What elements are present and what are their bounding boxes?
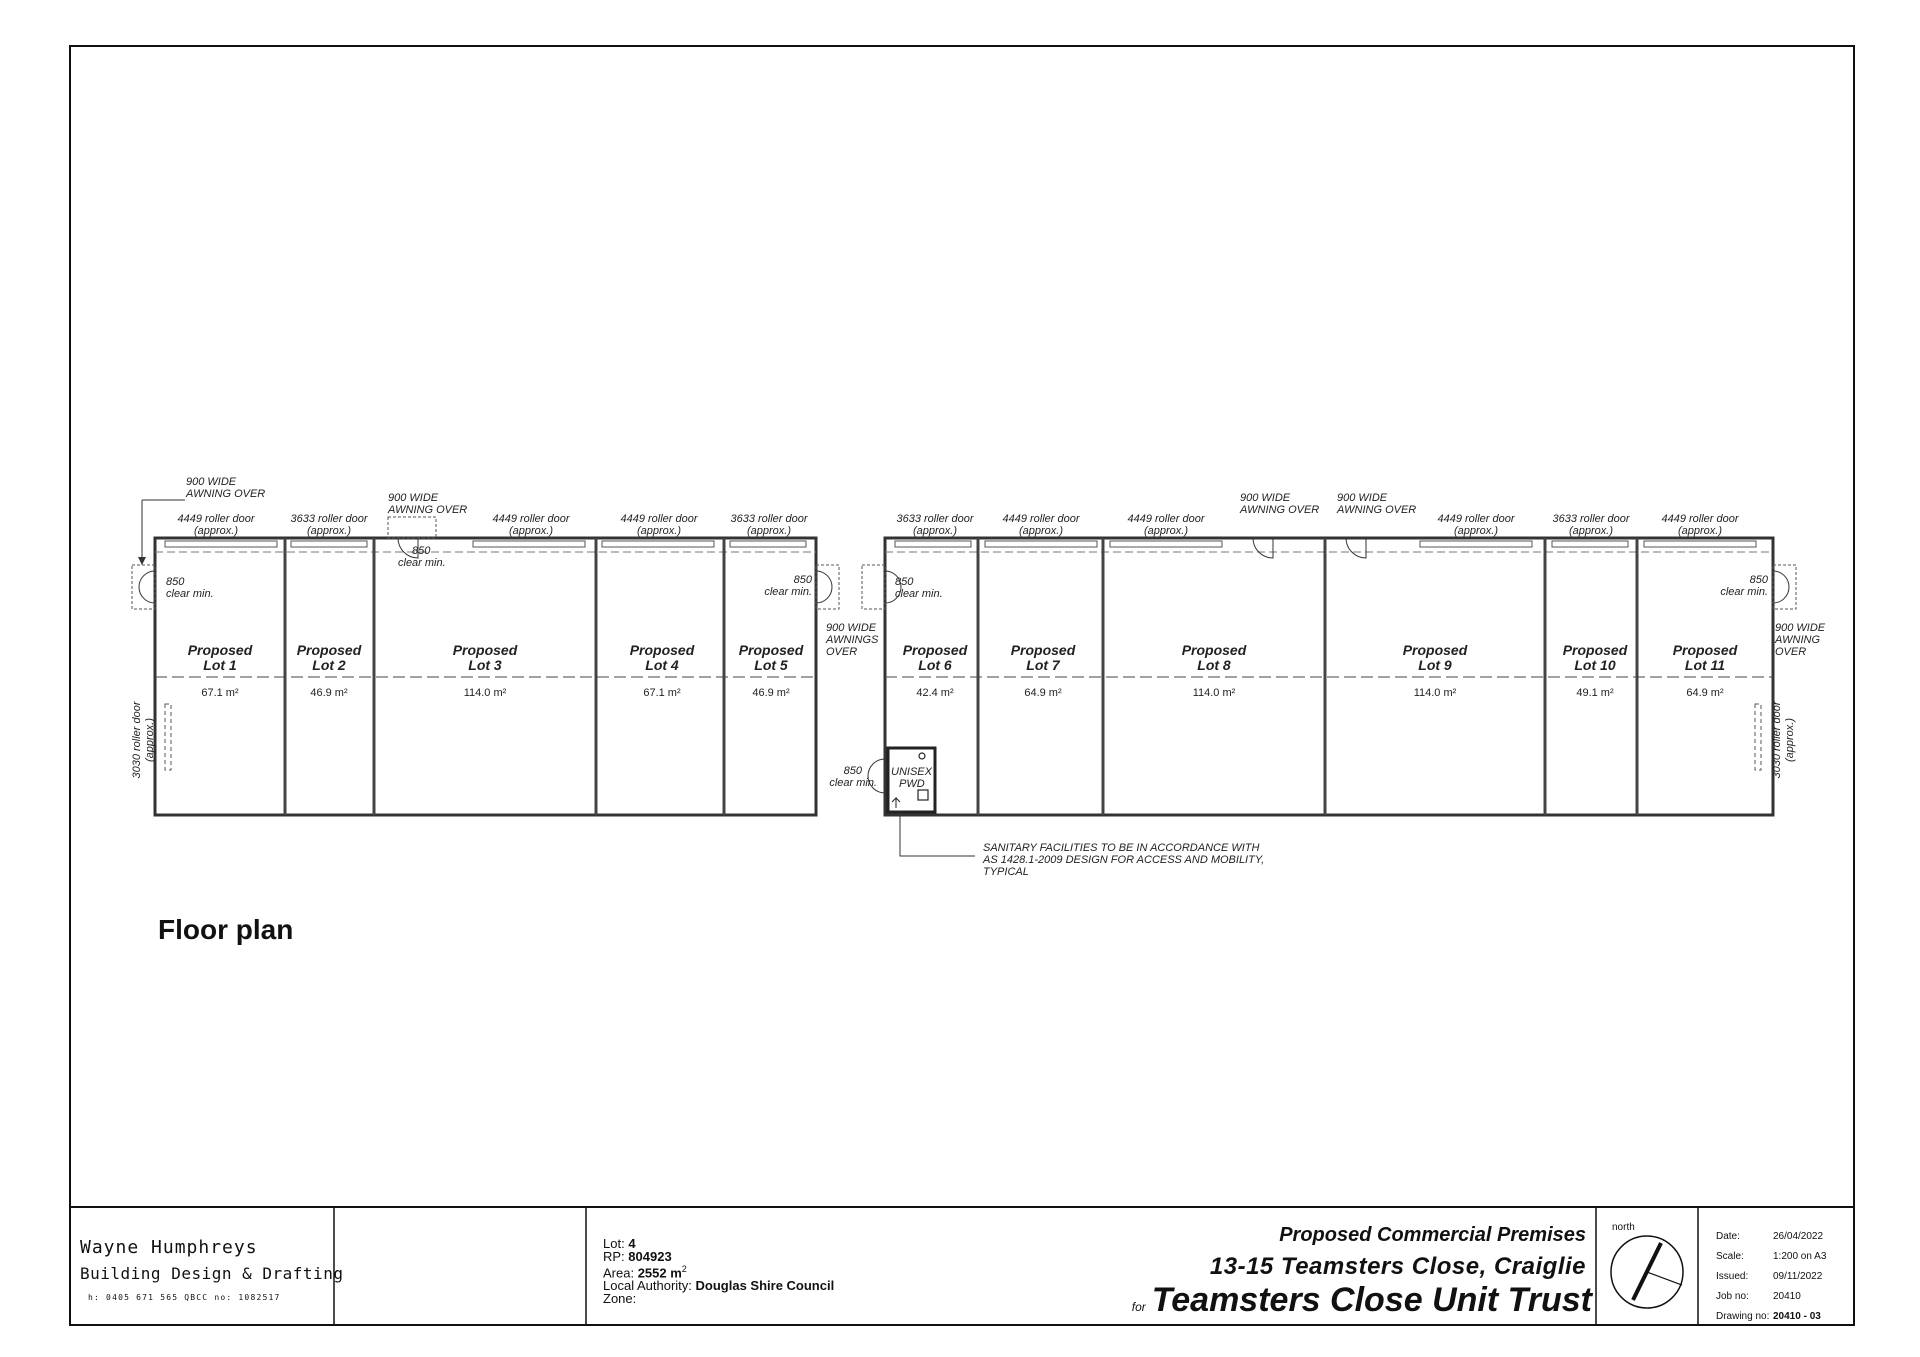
zone-label: Zone: [603, 1291, 637, 1307]
sheet-border [70, 46, 1854, 1325]
clearance-notes [166, 545, 1769, 789]
roller-door-approx: (approx.) [912, 525, 958, 537]
lot-number: Lot 9 [1418, 657, 1452, 673]
lot-area: 64.9 m² [1686, 687, 1724, 699]
building-right [862, 538, 1796, 856]
client-name: Teamsters Close Unit Trust [1151, 1281, 1592, 1319]
roller-door-size: 4449 roller door [1002, 513, 1080, 525]
awning-note: 900 WIDE [1337, 492, 1388, 504]
clearance-text: clear min. [1720, 586, 1768, 598]
drawing-label: Drawing no: [1716, 1311, 1770, 1322]
page-title: Floor plan [158, 914, 294, 945]
awning-note: 900 WIDE [388, 492, 439, 504]
sanitary-note: TYPICAL [983, 866, 1029, 878]
scale-label: Scale: [1716, 1251, 1744, 1262]
roller-door-approx: (approx.) [1568, 525, 1614, 537]
drawing-details [1716, 1227, 1846, 1327]
date-value: 26/04/2022 [1773, 1231, 1824, 1242]
lot-area: 46.9 m² [752, 687, 790, 699]
roller-door-size: 4449 roller door [1437, 513, 1515, 525]
sanitary-note: SANITARY FACILITIES TO BE IN ACCORDANCE WITH [983, 842, 1260, 854]
north-label: north [1612, 1222, 1635, 1233]
lot-number: Lot 11 [1684, 657, 1726, 673]
lot-name: Proposed [1672, 642, 1738, 658]
awning-note: OVER [826, 646, 858, 658]
scale-value: 1:200 on A3 [1773, 1251, 1827, 1262]
clearance-size: 850 [895, 576, 914, 588]
property-info [603, 1237, 834, 1305]
lot-name: Proposed [1562, 642, 1628, 658]
roller-door-approx: (approx.) [1143, 525, 1189, 537]
lot-number: Lot 4 [645, 657, 679, 673]
roller-door-approx: (approx.) [306, 525, 352, 537]
drawing-value: 20410 - 03 [1773, 1311, 1821, 1322]
clearance-size: 850 [166, 576, 185, 588]
lot-area: 42.4 m² [916, 687, 954, 699]
awning-note: AWNING OVER [1337, 504, 1417, 516]
lot-area: 67.1 m² [643, 687, 681, 699]
authority-value: Douglas Shire Council [695, 1278, 835, 1294]
lot-label: Lot: [603, 1236, 625, 1251]
awning-note: AWNING OVER [1240, 504, 1320, 516]
lot-number: Lot 3 [468, 657, 502, 673]
roller-door-approx: (approx.) [1018, 525, 1064, 537]
awning-note: 900 WIDE [1775, 622, 1826, 634]
brand-subtitle: Building Design & Drafting [80, 1264, 344, 1283]
roller-door-approx: (approx.) [1453, 525, 1499, 537]
north-arrow-icon [1611, 1236, 1683, 1308]
roller-door-size: 4449 roller door [1661, 513, 1739, 525]
awning-note: AWNING OVER [186, 488, 266, 500]
lot-number: Lot 1 [203, 657, 237, 673]
area-label: Area: [603, 1265, 635, 1281]
lot-name: Proposed [738, 642, 804, 658]
lot-name: Proposed [187, 642, 253, 658]
roller-door-size: 3633 roller door [290, 513, 368, 525]
job-label: Job no: [1716, 1291, 1749, 1302]
roller-door-approx: (approx.) [746, 525, 792, 537]
lot-name: Proposed [1010, 642, 1076, 658]
awning-note: 900 WIDE [1240, 492, 1291, 504]
roller-door-size: 3633 roller door [730, 513, 808, 525]
rp-label: RP: [603, 1249, 625, 1264]
lot-number: Lot 8 [1197, 657, 1231, 673]
lot-area: 67.1 m² [201, 687, 239, 699]
for-label: for [1131, 1300, 1146, 1314]
lot-number: Lot 5 [754, 657, 788, 673]
project-title: Proposed Commercial Premises [1279, 1224, 1586, 1246]
brand-contact: h: 0405 671 565 QBCC no: 1082517 [88, 1293, 281, 1302]
lot-name: Proposed [452, 642, 518, 658]
lot-name: Proposed [902, 642, 968, 658]
issued-label: Issued: [1716, 1271, 1749, 1282]
clearance-size: 850 [793, 574, 812, 586]
roller-door-size: 4449 roller door [177, 513, 255, 525]
roller-door-approx: (approx.) [636, 525, 682, 537]
lot-area: 114.0 m² [1413, 687, 1457, 699]
pwd-label: PWD [899, 778, 925, 790]
lot-name: Proposed [296, 642, 362, 658]
clearance-text: clear min. [764, 586, 812, 598]
clearance-text: clear min. [829, 777, 877, 789]
awning-note: 900 WIDE [186, 476, 237, 488]
awning-note: AWNING [1775, 634, 1821, 646]
clearance-text: clear min. [166, 588, 214, 600]
roller-door-size: 3633 roller door [896, 513, 974, 525]
roller-door-size: 3633 roller door [1552, 513, 1630, 525]
lot-area: 114.0 m² [1192, 687, 1236, 699]
sanitary-note: AS 1428.1-2009 DESIGN FOR ACCESS AND MOBILITY, [983, 854, 1265, 866]
lot-name: Proposed [1402, 642, 1468, 658]
authority-label: Local Authority: [603, 1278, 692, 1294]
side-door-approx: (approx.) [144, 717, 156, 763]
lot-area: 114.0 m² [463, 687, 507, 699]
clearance-text: clear min. [895, 588, 943, 600]
awning-note: OVER [1775, 646, 1807, 658]
client-line [1132, 1281, 1592, 1320]
roller-door-approx: (approx.) [1677, 525, 1723, 537]
awning-note: AWNINGS [826, 634, 879, 646]
side-door-size: 3030 roller door [1771, 701, 1783, 779]
rp-value: 804923 [628, 1249, 672, 1264]
lot-value: 4 [628, 1236, 636, 1251]
roller-door-approx: (approx.) [508, 525, 554, 537]
roller-door-labels [177, 513, 1739, 537]
side-door-approx: (approx.) [1784, 717, 1796, 763]
roller-door-size: 4449 roller door [1127, 513, 1205, 525]
date-label: Date: [1716, 1231, 1740, 1242]
project-address: 13-15 Teamsters Close, Craiglie [1209, 1253, 1586, 1280]
roller-door-size: 4449 roller door [620, 513, 698, 525]
lot-number: Lot 6 [918, 657, 952, 673]
roller-door-approx: (approx.) [193, 525, 239, 537]
clearance-size: 850 [843, 765, 862, 777]
area-unit-sup: 2 [681, 1264, 687, 1274]
lot-number: Lot 7 [1026, 657, 1060, 673]
issued-value: 09/11/2022 [1773, 1271, 1823, 1282]
lot-area: 49.1 m² [1576, 687, 1614, 699]
brand-name: Wayne Humphreys [80, 1237, 258, 1258]
pwd-label: UNISEX [891, 766, 932, 778]
lot-area: 46.9 m² [310, 687, 348, 699]
lot-labels [188, 642, 1738, 699]
awning-note: 900 WIDE [826, 622, 877, 634]
awning-note: AWNING OVER [388, 504, 468, 516]
roller-door-size: 4449 roller door [492, 513, 570, 525]
lot-name: Proposed [1181, 642, 1247, 658]
area-value: 2552 m [637, 1265, 682, 1281]
side-door-size: 3030 roller door [131, 701, 143, 779]
clearance-text: clear min. [398, 557, 446, 569]
lot-number: Lot 10 [1574, 657, 1616, 673]
lot-number: Lot 2 [312, 657, 346, 673]
lot-name: Proposed [629, 642, 695, 658]
job-value: 20410 [1773, 1291, 1801, 1302]
clearance-size: 850 [1749, 574, 1768, 586]
clearance-size: 850 [412, 545, 431, 557]
lot-area: 64.9 m² [1024, 687, 1062, 699]
